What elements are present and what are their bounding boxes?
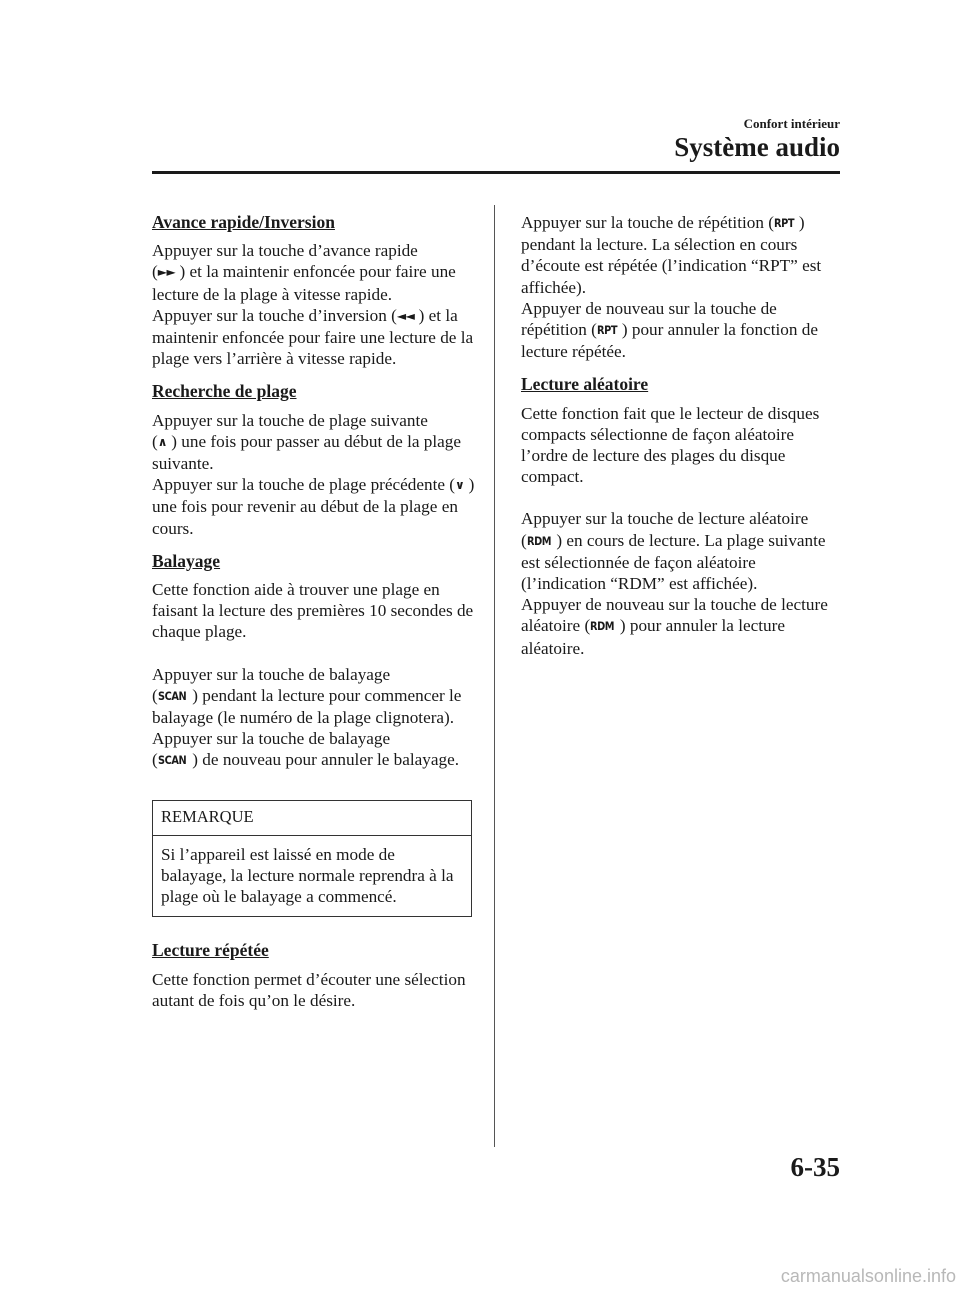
repeat-icon: RPT — [773, 216, 795, 230]
heading-random: Lecture aléatoire — [521, 374, 649, 395]
scan-intro: Cette fonction aide à trouver une plage en faisant la lecture des premières 10 secondes de chaque plage. — [152, 580, 474, 642]
repeat-start-instruction: Appuyer sur la touche de répétition (RPT ) pendant la lecture. La sélection en cours d’écoute est répétée (l’indication “RPT” est affichée). — [521, 213, 822, 297]
column-divider — [494, 205, 495, 1147]
track-up-icon: ∧ — [157, 434, 167, 449]
heading-scan: Balayage — [152, 550, 221, 571]
random-stop-instruction: Appuyer de nouveau sur la touche de lecture aléatoire (RDM ) pour annuler la lecture aléatoire. — [521, 595, 828, 658]
next-track-instruction: Appuyer sur la touche de plage suivante (∧ ) une fois pour passer au début de la plage suivante. — [152, 410, 461, 474]
previous-track-instruction: Appuyer sur la touche de plage précédente (∨ ) une fois pour revenir au début de la plage en cours. — [152, 475, 475, 538]
repeat-icon: RPT — [596, 323, 617, 338]
page-number: 6-35 — [790, 1152, 840, 1182]
heading-fast-forward: Avance rapide/Inversion — [152, 212, 335, 232]
fast-forward-icon: ►► — [157, 265, 176, 280]
right-column — [521, 212, 843, 659]
section-label: Confort intérieur — [743, 116, 840, 131]
note-title: REMARQUE — [153, 801, 471, 836]
left-column — [152, 212, 476, 1011]
heading-track-search: Recherche de plage — [152, 381, 297, 402]
page-title: Système audio — [674, 132, 840, 162]
track-down-icon: ∨ — [455, 478, 465, 493]
note-box — [152, 800, 472, 918]
reverse-instruction: Appuyer sur la touche d’inversion (◄◄ ) et la maintenir enfoncée pour faire une lecture de la plage vers l’arrière à vitesse rapide. — [152, 305, 474, 369]
fast-forward-instruction: Appuyer sur la touche d’avance rapide (►► ) et la maintenir enfoncée pour faire une lecture de la plage à vitesse rapide. — [152, 241, 456, 304]
random-intro: Cette fonction fait que le lecteur de disques compacts sélectionne de façon aléatoire l’ordre de lecture des plages du disque compact. — [521, 403, 820, 487]
watermark: carmanualsonline.info — [780, 1266, 956, 1286]
scan-start-instruction: Appuyer sur la touche de balayage (SCAN ) pendant la lecture pour commencer le balayage (le numéro de la plage clignotera). — [152, 664, 462, 728]
scan-icon: SCAN — [157, 753, 186, 768]
note-body: Si l’appareil est laissé en mode de balayage, la lecture normale reprendra à la plage où le balayage a commencé. — [161, 844, 454, 907]
heading-repeat: Lecture répétée — [152, 940, 269, 961]
random-icon: RDM — [526, 533, 551, 548]
header-divider — [152, 171, 840, 174]
repeat-intro: Cette fonction permet d’écouter une sélection autant de fois qu’on le désire. — [152, 969, 466, 1010]
random-start-instruction: Appuyer sur la touche de lecture aléatoire (RDM ) en cours de lecture. La plage suivante est sélectionnée de façon aléatoire (l’indication “RDM” est affichée). — [521, 509, 826, 594]
scan-stop-instruction: Appuyer sur la touche de balayage (SCAN ) de nouveau pour annuler le balayage. — [152, 728, 476, 771]
scan-icon: SCAN — [157, 688, 186, 703]
random-icon: RDM — [590, 619, 615, 634]
repeat-stop-instruction: Appuyer de nouveau sur la touche de répétition (RPT ) pour annuler la fonction de lecture répétée. — [521, 298, 818, 362]
reverse-icon: ◄◄ — [396, 308, 415, 323]
